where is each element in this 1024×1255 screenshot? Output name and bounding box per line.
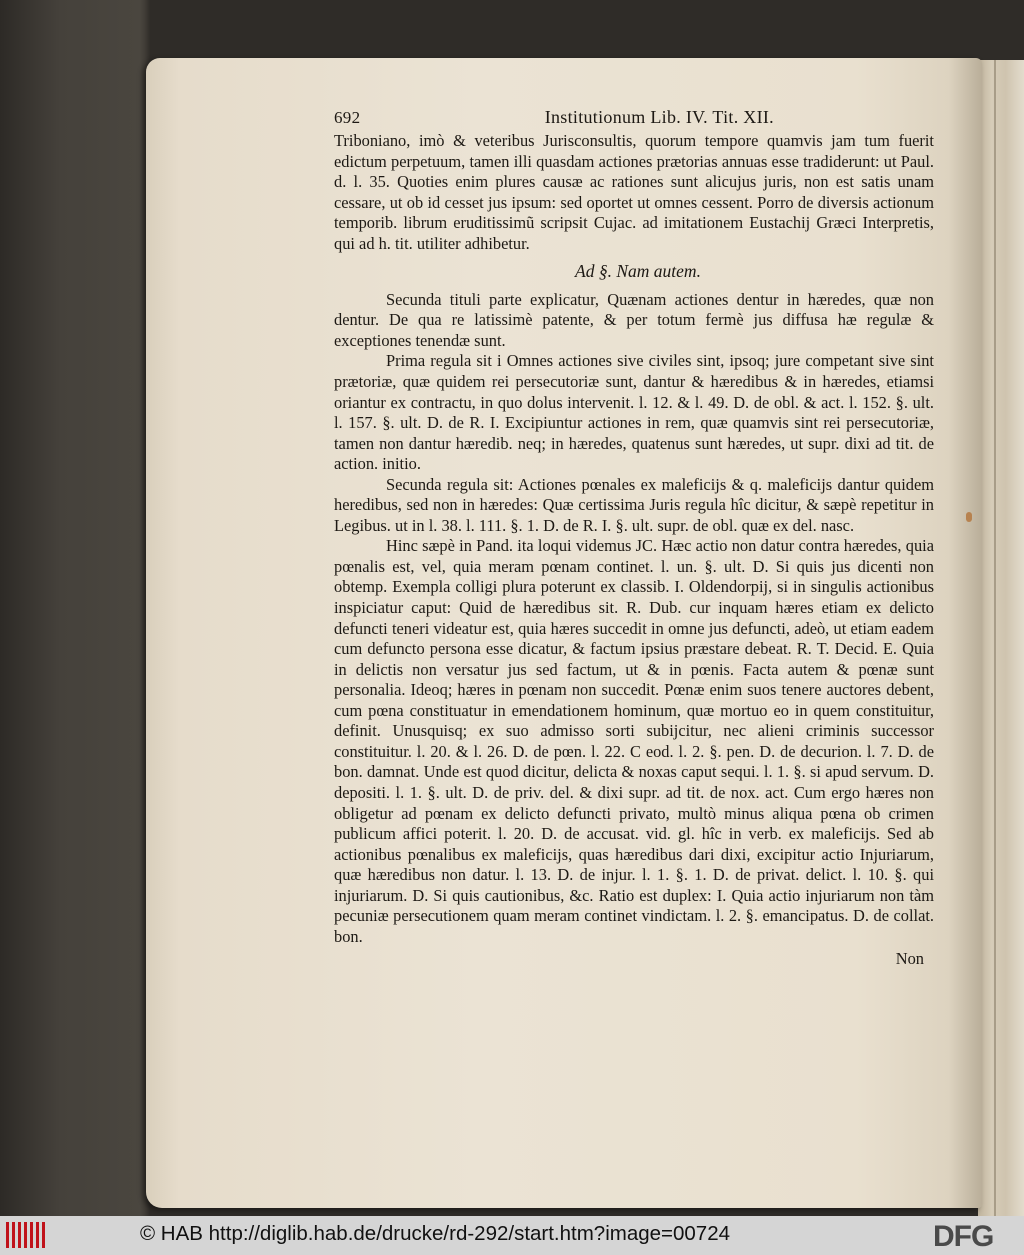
page-text-block [334,104,934,970]
paragraph-5: Hinc sæpè in Pand. ita loqui videmus JC. Hæc actio non datur contra hæredes, quia pœnalis est, vel, quia meram pœnam continet. l. un. §. ult. D. Si quis jus dicenti non obtemp. Exempla colligi plura poterunt ex classib. I. Oldendorpij, si in singulis actionibus inspiciatur caput: Quid de hæredibus sit. R. Dub. cur inquam hæres etiam ex delicto defuncti teneri videatur est, quia hæres succedit in omne jus defuncti, adeò, ut etiam eadem cum defuncto persona esse dicatur, & factum ipsius præstare debeat. R. T. Decid. E. Quia in delictis non versatur jus sed factum, ut & in pœnis. Facta autem & pœnæ sunt personalia. Ideoq; hæres in pœnam non succedit. Pœnæ enim suos tenere auctores debent, cum pœna constituatur in emendationem hominum, quæ mortuo eo in quem constituitur, definit. Unusquisq; ex suo admisso sorti subijcitur, nec alieni criminis successor constituitur. l. 20. & l. 26. D. de pœn. l. 22. C eod. l. 2. §. pen. D. de decurion. l. 7. D. de bon. damnat. Unde est quod dicitur, delicta & noxas caput sequi. l. 1. §. si apud servum. D. depositi. l. 1. §. ult. D. de priv. del. & dixi supr. ad tit. de nox. act. Cum ergo hæres non obligetur ad pœnam ex delicto defuncti privato, multò minus aliqua pœna ob crimen publicum affici poterit. l. 20. D. de accusat. vid. gl. hîc in verb. ex maleficijs. Sed ab actionibus pœnalibus ex maleficijs, quas hæredibus dari dixi, excipitur actio Injuriarum, quæ hæredibus non datur. l. 13. D. de injur. l. 1. §. 1. D. de privat. delict. l. 10. §. qui injuriarum. D. Si quis cautionibus, &c. Ratio est duplex: I. Quia actio injuriarum non tàm pecuniæ persecutionem quam meram continet vindictam. l. 2. §. emancipatus. D. de collat. bon. [334,536,934,946]
catchword: Non [895,949,924,969]
paragraph-4: Secunda regula sit: Actiones pœnales ex maleficijs & q. maleficijs dantur quidem heredibus, sed non in hæredes: Quæ certissima Juris regula hîc dicitur, & sæpè repetitur in Legibus. ut in l. 38. l. 111. §. 1. D. de R. I. §. ult. supr. de obl. quæ ex del. nasc. [334,474,934,535]
paragraph-3: Prima regula sit i Omnes actiones sive civiles sint, ipsoq; jure competant sive sint prætoriæ, quæ quidem rei persecutoriæ sunt, dantur & hæredibus & in hæredes, etiamsi oriantur ex contractu, in quo dolus intervenit. l. 12. & l. 49. D. de obl. & act. l. 152. §. ult. l. 157. §. ult. D. de R. I. Excipiuntur actiones in rem, quæ quamvis sint rei persecutoriæ, tamen non dantur hæredib. neq; in hæredes, quatenus sunt hæredes, ut supr. dixi ad tit. de action. initio. [334,351,934,474]
page-number: 692 [334,108,361,127]
running-head-title: Institutionum Lib. IV. Tit. XII. [544,107,774,127]
page-edge-line [994,60,996,1216]
dfg-logo: DFG [933,1220,994,1253]
paragraph-1: Triboniano, imò & veteribus Jurisconsultis, quorum tempore quamvis jam tum fuerit edictum perpetuum, tamen illi quasdam actiones prætorias annuas esse tradiderunt: ut Paul. d. l. 35. Quoties enim plures causæ ac rationes sunt alicujus juris, non est satis unam cessare, ut ob id cesset jus ipsum: sed oportet ut omnes cessent. Porro de diversis actionum temporib. librum eruditissimũ scripsit Cujac. ad imitationem Eustachij Græci Interpretis, qui ad h. tit. utiliter adhibetur. [334,131,934,253]
running-header [334,104,774,131]
section-heading: Ad §. Nam autem. [575,261,701,282]
hab-barcode-icon [6,1222,46,1248]
adjacent-page-edge [978,60,1024,1216]
citation-link[interactable]: © HAB http://diglib.hab.de/drucke/rd-292/start.htm?image=00724 [140,1222,731,1245]
footer-bar [0,1216,1024,1255]
paper-stain [966,512,972,522]
paragraph-2: Secunda tituli parte explicatur, Quænam actiones dentur in hæredes, quæ non dentur. De qua re latissimè patente, & per totum fermè jus diffusa hæ regulæ & exceptiones tenendæ sunt. [334,289,934,350]
